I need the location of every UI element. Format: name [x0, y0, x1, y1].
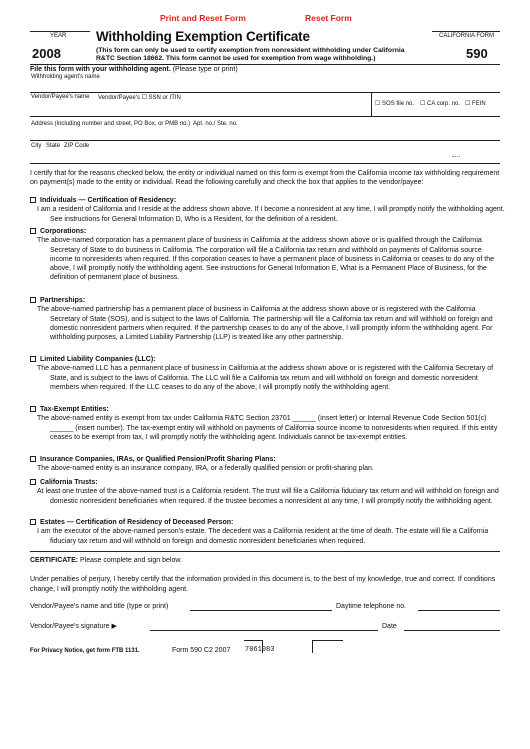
payee-signature-line[interactable]: [150, 630, 378, 631]
certificate-bold: CERTIFICATE:: [30, 557, 79, 564]
estates-checkbox[interactable]: [30, 519, 36, 525]
reset-form-button[interactable]: Reset Form: [305, 13, 352, 23]
section-heading: [30, 196, 506, 205]
certificate-heading: [30, 556, 182, 565]
estates-heading: Estates — Certification of Residency of Deceased Person:: [40, 519, 234, 526]
perjury-statement: Under penalties of perjury, I hereby certify that the information provided in this document is, to the best of my knowledge, true and correct. If conditions change, I will promptly notify the withholding agent.: [30, 576, 496, 593]
file-note-text: (Please type or print): [170, 66, 238, 73]
partnerships-checkbox[interactable]: [30, 297, 36, 303]
certificate-instruction: Please complete and sign below.: [78, 557, 182, 564]
trusts-heading: California Trusts:: [40, 479, 98, 486]
payee-name-field[interactable]: [30, 102, 370, 114]
fein-checkbox[interactable]: ☐ FEIN: [465, 101, 486, 107]
section-tax-exempt: [30, 405, 506, 442]
partnerships-text: The above-named partnership has a permanent place of business in California at the address shown above or is registered with the California Secretary of State (SOS), and is subject to the laws of California. The partnership will file a California tax return and will withhold on foreign and domestic nonresident partners when required. If the partnership ceases to do any of the above, I will promptly inform the withholding agent. For withholding purposes, a Limited Liability Partnership (LLP) is treated like any other partnership.: [37, 306, 493, 342]
section-insurance: [30, 455, 506, 474]
trusts-text: At least one trustee of the above-named trust is a California resident. The trust will file a California fiduciary tax return and will withhold on foreign and domestic nonresident beneficiaries when required. If the trustee becomes a nonresident at any time, I will promptly notify the withholding agent.: [37, 488, 499, 505]
withholding-agent-name-field[interactable]: [30, 81, 500, 91]
llc-heading: Limited Liability Companies (LLC):: [40, 356, 156, 363]
section-trusts: [30, 478, 506, 506]
city-state-zip-field[interactable]: [30, 151, 500, 161]
subtitle-line-2: R&TC Section 18662. This form cannot be used for exemption from wage withholding.): [96, 55, 376, 62]
footer-barcode-number: 7061083: [245, 646, 275, 654]
sos-file-no-checkbox[interactable]: ☐ SOS file no.: [375, 101, 415, 107]
insurance-text: The above-named entity is an insurance company, IRA, or a federally qualified pension or profit-sharing plan.: [37, 465, 374, 473]
tax-exempt-checkbox[interactable]: [30, 406, 36, 412]
payee-ssn-label: Vendor/Payee's ☐ SSN or ITIN: [98, 95, 181, 101]
llc-text: The above-named LLC has a permanent place of business in California at the address shown above or is registered with the California Secretary of State, and is subject to the laws of California. The LLC will file a California tax return and will withhold on foreign and domestic nonresident members when required. If the LLC ceases to do any of the above, I will promptly notify the withholding agent.: [37, 365, 494, 391]
form-title: Withholding Exemption Certificate: [96, 29, 310, 44]
section-heading: [30, 478, 506, 487]
certification-intro: I certify that for the reasons checked below, the entity or individual named on this form is exempt from the California income tax withholding requirement on payment(s) made to the entity or individual. Read the following carefully and check the box that applies to the vendor/payee:: [30, 170, 500, 187]
payee-name-title-label: Vendor/Payee's name and title (type or print): [30, 603, 169, 610]
partnerships-heading: Partnerships:: [40, 297, 86, 304]
section-heading: [30, 405, 506, 414]
section-heading: [30, 227, 506, 236]
file-note-bold: File this form with your withholding agent.: [30, 66, 171, 73]
section-partnerships: [30, 296, 506, 342]
state-label: State: [46, 143, 61, 149]
section-corporations: [30, 227, 506, 283]
individuals-heading: Individuals — Certification of Residency:: [40, 197, 177, 204]
footer-bracket-right: [312, 640, 343, 653]
corporations-text: The above-named corporation has a permanent place of business in California at the address shown above or is qualified through the California Secretary of State to do business in California. The corporation will file a California tax return and withhold on payments of California source income to nonresidents when required. If this corporation ceases to have a permanent place of business in California or ceases to do any of the above, I will promptly notify the withholding agent. See instructions for General Information E, What is a Permanent Place of Business, for the definition of permanent place of business.: [37, 237, 494, 282]
daytime-phone-label: Daytime telephone no.: [336, 603, 407, 610]
footer-form-id: Form 590 C2 2007: [172, 647, 231, 654]
tax-exempt-text: The above-named entity is exempt from tax under California R&TC Section 23701 ______ (insert letter) or Internal Revenue Code Section 501(c) ______ (insert number). The tax-exempt entity will withhold on payments of California source income to nonresidents when required. If this entity ceases to be exempt from tax, I will promptly notify the withholding agent. Individuals cannot be tax-exempt entities.: [37, 415, 498, 441]
date-label: Date: [382, 623, 397, 630]
payee-name-title-line[interactable]: [190, 610, 332, 611]
corporations-heading: Corporations:: [40, 228, 87, 235]
form-number: 590: [466, 46, 488, 61]
insurance-heading: Insurance Companies, IRAs, or Qualified Pension/Profit Sharing Plans:: [40, 456, 276, 463]
individuals-text: I am a resident of California and I reside at the address shown above. If I become a nonresident at any time, I will promptly notify the withholding agent. See instructions for General Information D, Who is a Resident, for the definition of a resident.: [37, 206, 505, 223]
file-note: [30, 65, 238, 74]
form-subtitle: [96, 47, 432, 63]
tax-exempt-heading: Tax-Exempt Entities:: [40, 406, 109, 413]
section-llc: [30, 355, 506, 392]
date-line[interactable]: [404, 630, 500, 631]
ca-form-label: CALIFORNIA FORM: [439, 33, 495, 39]
ca-form-rule: [432, 31, 500, 32]
field-divider: [371, 92, 372, 116]
payee-name-label: Vendor/Payee's name: [31, 94, 90, 100]
ca-corp-no-checkbox[interactable]: ☐ CA corp. no.: [420, 101, 461, 107]
year-label: YEAR: [50, 33, 67, 39]
zip-extension-dash: [452, 156, 460, 157]
section-heading: [30, 518, 506, 527]
section-heading: [30, 455, 506, 464]
apt-label: Apt. no./ Ste. no.: [193, 121, 238, 127]
daytime-phone-line[interactable]: [418, 610, 500, 611]
withholding-agent-name-label: Withholding agent's name: [31, 74, 100, 80]
address-field[interactable]: [30, 129, 500, 139]
address-label: Address (including number and street, PO Box, or PMB no.): [31, 121, 191, 127]
section-heading: [30, 296, 506, 305]
section-heading: [30, 355, 506, 364]
subtitle-line-1: (This form can only be used to certify exemption from nonresident withholding under California: [96, 47, 405, 54]
insurance-checkbox[interactable]: [30, 456, 36, 462]
estates-text: I am the executor of the above-named person's estate. The decedent was a California resident at the time of death. The estate will file a California fiduciary tax return and will withhold on foreign and domestic nonresident beneficiaries when required.: [37, 528, 489, 545]
trusts-checkbox[interactable]: [30, 479, 36, 485]
section-estates: [30, 518, 506, 546]
payee-signature-label: Vendor/Payee's signature ▶: [30, 623, 117, 630]
privacy-notice: For Privacy Notice, get form FTB 1131.: [30, 648, 140, 654]
tax-year: 2008: [32, 46, 61, 61]
corporations-checkbox[interactable]: [30, 228, 36, 234]
city-label: City: [31, 143, 42, 149]
print-and-reset-button[interactable]: Print and Reset Form: [160, 13, 246, 23]
individuals-checkbox[interactable]: [30, 197, 36, 203]
year-rule: [30, 31, 90, 32]
llc-checkbox[interactable]: [30, 356, 36, 362]
section-individuals: [30, 196, 506, 224]
zip-label: ZIP Code: [64, 143, 90, 149]
